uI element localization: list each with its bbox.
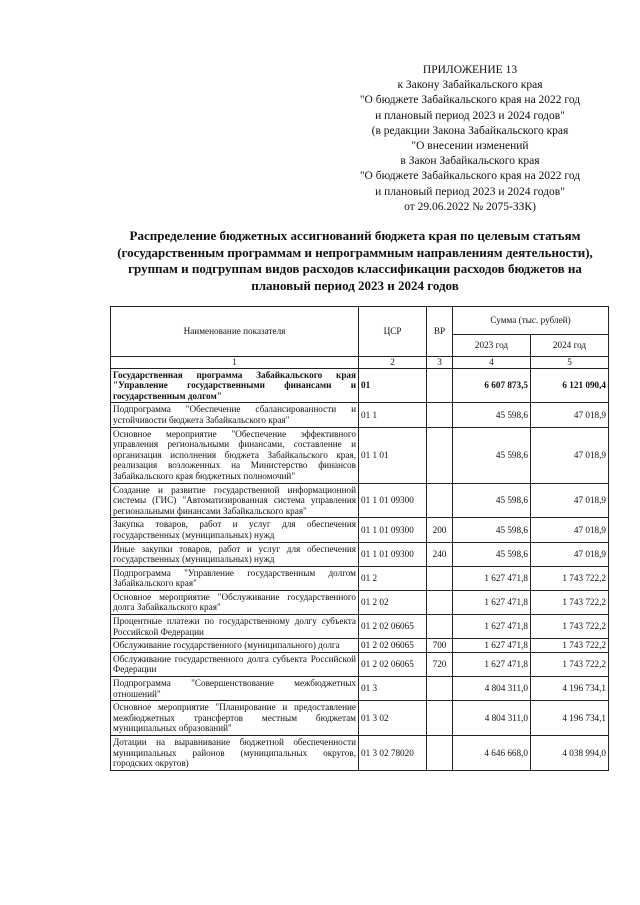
- appendix-line: "О бюджете Забайкальского края на 2022 год: [359, 94, 581, 107]
- row-amount-2024: 4 196 734,1: [531, 677, 609, 701]
- row-name: Обслуживание государственного (муниципального) долга: [111, 639, 359, 653]
- table-row: [111, 615, 609, 639]
- row-amount-2024: 1 743 722,2: [531, 652, 609, 676]
- row-amount-2023: 45 598,6: [453, 403, 531, 427]
- row-amount-2024: 4 038 994,0: [531, 736, 609, 771]
- row-csr: 01 1 01 09300: [359, 542, 427, 566]
- row-amount-2024: 47 018,9: [531, 427, 609, 483]
- column-number: 2: [359, 357, 427, 369]
- row-amount-2023: 45 598,6: [453, 427, 531, 483]
- row-amount-2024: 1 743 722,2: [531, 639, 609, 653]
- row-name: Государственная программа Забайкальского края "Управление государственными финансами и государственным долгом": [111, 368, 359, 403]
- row-amount-2024: 1 743 722,2: [531, 590, 609, 614]
- row-vr: [427, 677, 453, 701]
- row-amount-2024: 4 196 734,1: [531, 701, 609, 736]
- row-amount-2024: 47 018,9: [531, 518, 609, 542]
- row-vr: 240: [427, 542, 453, 566]
- budget-table: [110, 306, 609, 771]
- appendix-line: "О бюджете Забайкальского края на 2022 год: [359, 170, 581, 183]
- table-row: [111, 403, 609, 427]
- row-csr: 01 2 02: [359, 590, 427, 614]
- appendix-line: (в редакции Закона Забайкальского края: [371, 124, 569, 137]
- row-csr: 01 1 01 09300: [359, 518, 427, 542]
- header-csr: ЦСР: [359, 307, 427, 357]
- column-number: 3: [427, 357, 453, 369]
- table-row: [111, 652, 609, 676]
- table-row: [111, 483, 609, 518]
- row-amount-2024: 1 743 722,2: [531, 615, 609, 639]
- table-row: [111, 736, 609, 771]
- row-name: Подпрограмма "Управление государственным долгом Забайкальского края": [111, 566, 359, 590]
- row-amount-2023: 1 627 471,8: [453, 652, 531, 676]
- row-amount-2024: 47 018,9: [531, 403, 609, 427]
- table-row: [111, 677, 609, 701]
- table-row: [111, 542, 609, 566]
- row-name: Процентные платежи по государственному долгу субъекта Российской Федерации: [111, 615, 359, 639]
- appendix-header: [330, 63, 610, 215]
- row-name: Основное мероприятие "Планирование и предоставление межбюджетных трансфертов местным бюджетам муниципальных образований": [111, 701, 359, 736]
- row-csr: 01 3 02: [359, 701, 427, 736]
- table-row: [111, 701, 609, 736]
- row-amount-2023: 4 804 311,0: [453, 701, 531, 736]
- table-body: [111, 368, 609, 770]
- appendix-line: и плановый период 2023 и 2024 годов": [375, 109, 565, 122]
- row-csr: 01 3: [359, 677, 427, 701]
- row-vr: [427, 701, 453, 736]
- header-sum: Сумма (тыс. рублей): [453, 307, 609, 335]
- row-amount-2023: 1 627 471,8: [453, 639, 531, 653]
- row-amount-2024: 47 018,9: [531, 542, 609, 566]
- row-csr: 01 3 02 78020: [359, 736, 427, 771]
- table-row: [111, 518, 609, 542]
- appendix-line: от 29.06.2022 № 2075-ЗЗК): [404, 200, 536, 213]
- header-name: Наименование показателя: [111, 307, 359, 357]
- header-vr: ВР: [427, 307, 453, 357]
- row-amount-2024: 1 743 722,2: [531, 566, 609, 590]
- row-amount-2023: 4 804 311,0: [453, 677, 531, 701]
- row-vr: [427, 736, 453, 771]
- column-number: 1: [111, 357, 359, 369]
- header-2023: 2023 год: [453, 335, 531, 357]
- row-vr: [427, 403, 453, 427]
- appendix-line: и плановый период 2023 и 2024 годов": [375, 185, 565, 198]
- table-row: [111, 427, 609, 483]
- appendix-line: к Закону Забайкальского края: [397, 79, 543, 92]
- row-name: Обслуживание государственного долга субъекта Российской Федерации: [111, 652, 359, 676]
- appendix-line: ПРИЛОЖЕНИЕ 13: [422, 64, 518, 76]
- row-name: Дотации на выравнивание бюджетной обеспеченности муниципальных районов (муниципальных округов, городских округов): [111, 736, 359, 771]
- row-amount-2023: 4 646 668,0: [453, 736, 531, 771]
- row-amount-2024: 6 121 090,4: [531, 368, 609, 403]
- row-csr: 01 1: [359, 403, 427, 427]
- column-number: 4: [453, 357, 531, 369]
- row-csr: 01 1 01 09300: [359, 483, 427, 518]
- row-amount-2023: 45 598,6: [453, 483, 531, 518]
- column-number: 5: [531, 357, 609, 369]
- column-number-row: [111, 357, 609, 369]
- row-amount-2023: 45 598,6: [453, 518, 531, 542]
- table-row: [111, 368, 609, 403]
- row-vr: 700: [427, 639, 453, 653]
- table-row: [111, 639, 609, 653]
- row-vr: [427, 615, 453, 639]
- row-name: Иные закупки товаров, работ и услуг для обеспечения государственных (муниципальных) нужд: [111, 542, 359, 566]
- row-csr: 01 2: [359, 566, 427, 590]
- row-name: Создание и развитие государственной информационной системы (ГИС) "Автоматизированная система управления региональными финансами Забайкальского края": [111, 483, 359, 518]
- row-csr: 01 1 01: [359, 427, 427, 483]
- table-row: [111, 590, 609, 614]
- row-name: Подпрограмма "Совершенствование межбюджетных отношений": [111, 677, 359, 701]
- row-amount-2023: 1 627 471,8: [453, 615, 531, 639]
- row-vr: [427, 483, 453, 518]
- row-csr: 01: [359, 368, 427, 403]
- row-vr: 720: [427, 652, 453, 676]
- document-title: Распределение бюджетных ассигнований бюджета края по целевым статьям (государственным программам и непрограммным направлениям деятельности), группам и подгруппам видов расходов классификации расходов бюджетов на плановый период 2023 и 2024 годов: [117, 228, 593, 293]
- row-vr: 200: [427, 518, 453, 542]
- row-amount-2023: 1 627 471,8: [453, 566, 531, 590]
- appendix-line: в Закон Забайкальского края: [400, 155, 540, 168]
- row-name: Основное мероприятие "Обслуживание государственного долга Забайкальского края": [111, 590, 359, 614]
- row-amount-2023: 45 598,6: [453, 542, 531, 566]
- row-vr: [427, 368, 453, 403]
- row-vr: [427, 566, 453, 590]
- row-csr: 01 2 02 06065: [359, 615, 427, 639]
- appendix-line: "О внесении изменений: [411, 140, 529, 153]
- row-csr: 01 2 02 06065: [359, 652, 427, 676]
- row-name: Основное мероприятие "Обеспечение эффективного управления региональными финансами, составление и организация исполнения бюджета Забайкальского края, реализация возложенных на Министерство финансов Забайкальского края бюджетных полномочий": [111, 427, 359, 483]
- row-name: Закупка товаров, работ и услуг для обеспечения государственных (муниципальных) нужд: [111, 518, 359, 542]
- row-csr: 01 2 02 06065: [359, 639, 427, 653]
- row-amount-2023: 1 627 471,8: [453, 590, 531, 614]
- row-amount-2024: 47 018,9: [531, 483, 609, 518]
- table-row: [111, 566, 609, 590]
- row-name: Подпрограмма "Обеспечение сбалансированности и устойчивости бюджета Забайкальского края": [111, 403, 359, 427]
- row-amount-2023: 6 607 873,5: [453, 368, 531, 403]
- row-vr: [427, 427, 453, 483]
- header-2024: 2024 год: [531, 335, 609, 357]
- row-vr: [427, 590, 453, 614]
